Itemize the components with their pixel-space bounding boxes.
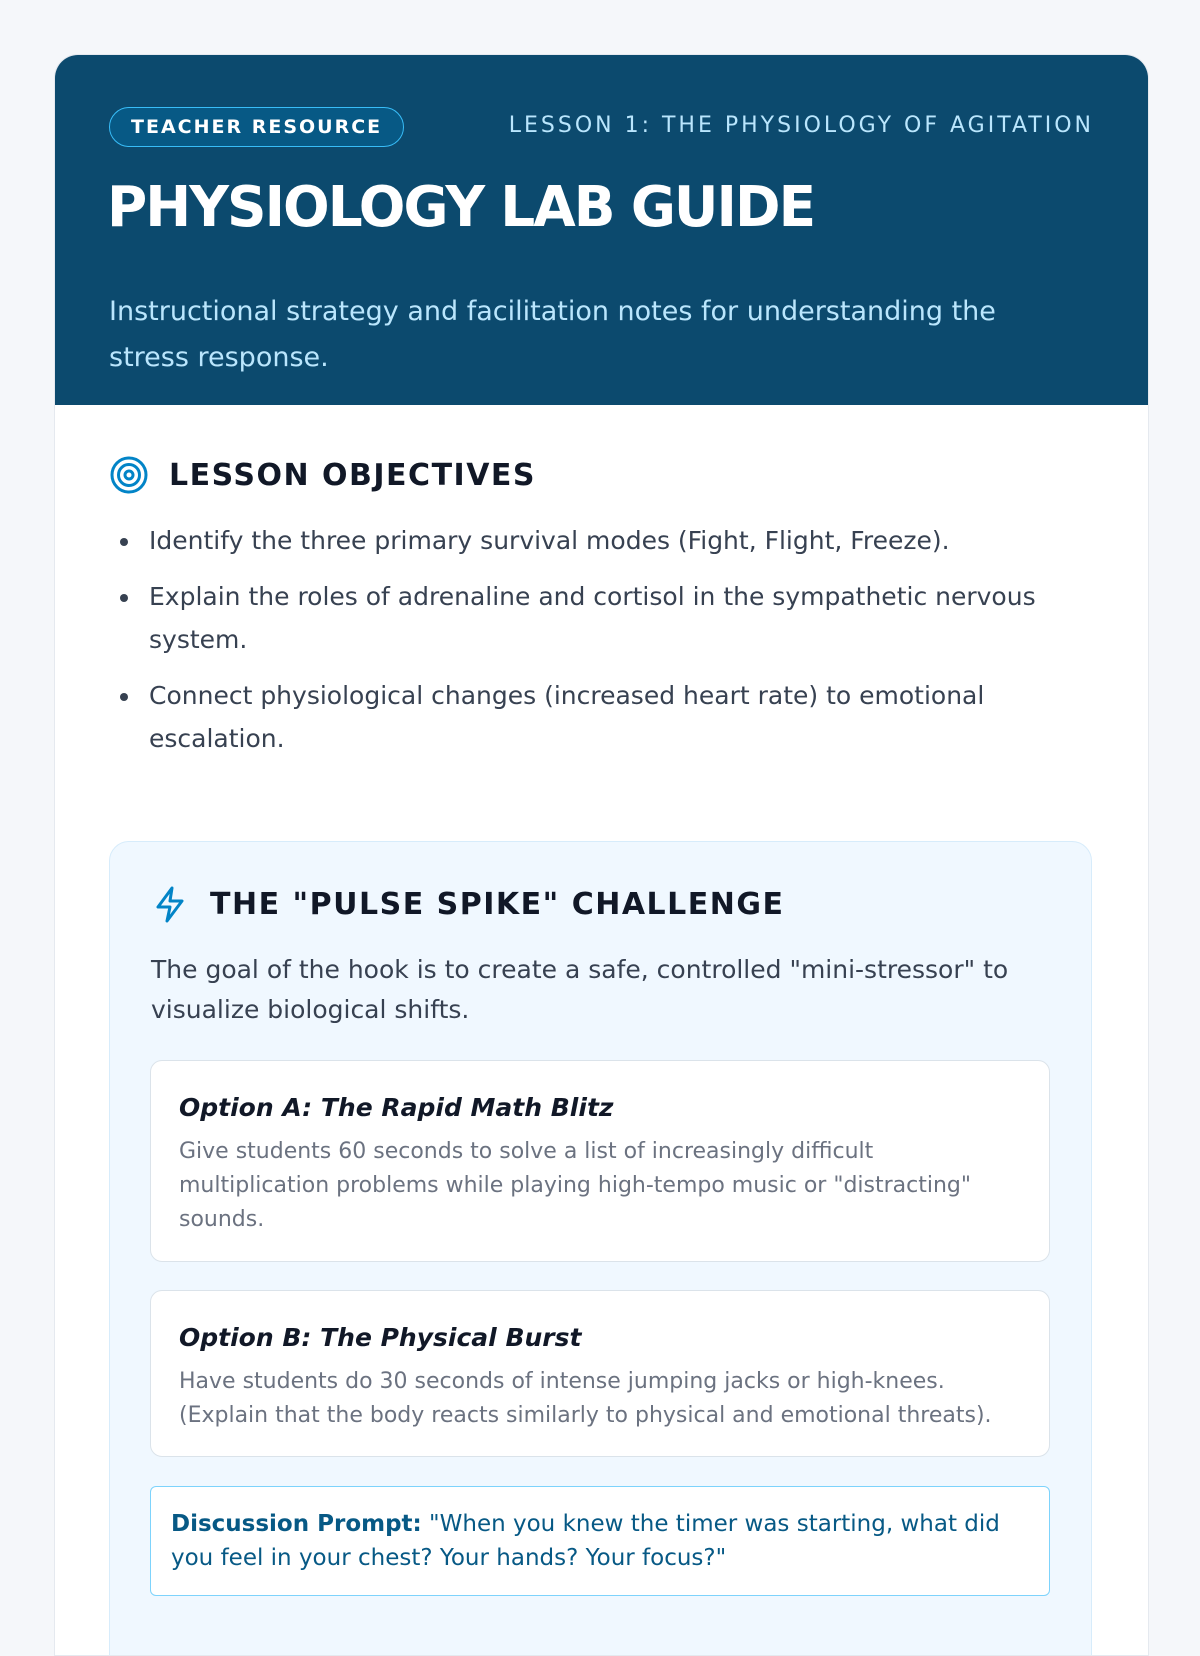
- lightning-icon: [150, 884, 190, 924]
- lesson-label: LESSON 1: THE PHYSIOLOGY OF AGITATION: [508, 113, 1094, 138]
- teacher-resource-badge: TEACHER RESOURCE: [109, 107, 404, 147]
- page-header: [55, 55, 1148, 405]
- target-icon: [109, 455, 149, 495]
- objectives-heading: [109, 455, 536, 495]
- pulse-spike-challenge-card: [109, 841, 1092, 1656]
- discussion-prompt-label: Discussion Prompt:: [171, 1511, 422, 1537]
- challenge-heading: [150, 884, 785, 924]
- page-subtitle: Instructional strategy and facilitation notes for understanding the stress response.: [109, 296, 996, 373]
- list-item: Connect physiological changes (increased heart rate) to emotional escalation.: [109, 674, 1069, 760]
- option-b-text: Have students do 30 seconds of intense jumping jacks or high-knees. (Explain that the body reacts similarly to physical and emotional threats).: [179, 1369, 992, 1428]
- option-b-title: Option B: The Physical Burst: [179, 1323, 582, 1352]
- option-a-card: [150, 1060, 1050, 1262]
- challenge-title: THE "PULSE SPIKE" CHALLENGE: [210, 886, 785, 922]
- discussion-prompt: [150, 1486, 1050, 1596]
- option-a-text: Give students 60 seconds to solve a list of increasingly difficult multiplication problems while playing high-tempo music or "distracting" sounds.: [179, 1139, 972, 1232]
- option-b-card: [150, 1290, 1050, 1457]
- challenge-intro: The goal of the hook is to create a safe, controlled "mini-stressor" to visualize biological shifts.: [151, 955, 1009, 1024]
- option-a-title: Option A: The Rapid Math Blitz: [179, 1093, 614, 1122]
- list-item: Identify the three primary survival modes (Fight, Flight, Freeze).: [109, 519, 1069, 562]
- lab-guide-page: [54, 54, 1149, 1656]
- objectives-list: [109, 519, 1069, 773]
- discussion-prompt-text: "When you knew the timer was starting, what did you feel in your chest? Your hands? Your focus?": [171, 1511, 1000, 1571]
- objectives-title: LESSON OBJECTIVES: [169, 457, 537, 493]
- list-item: Explain the roles of adrenaline and cortisol in the sympathetic nervous system.: [109, 575, 1069, 661]
- page-title: PHYSIOLOGY LAB GUIDE: [107, 175, 815, 240]
